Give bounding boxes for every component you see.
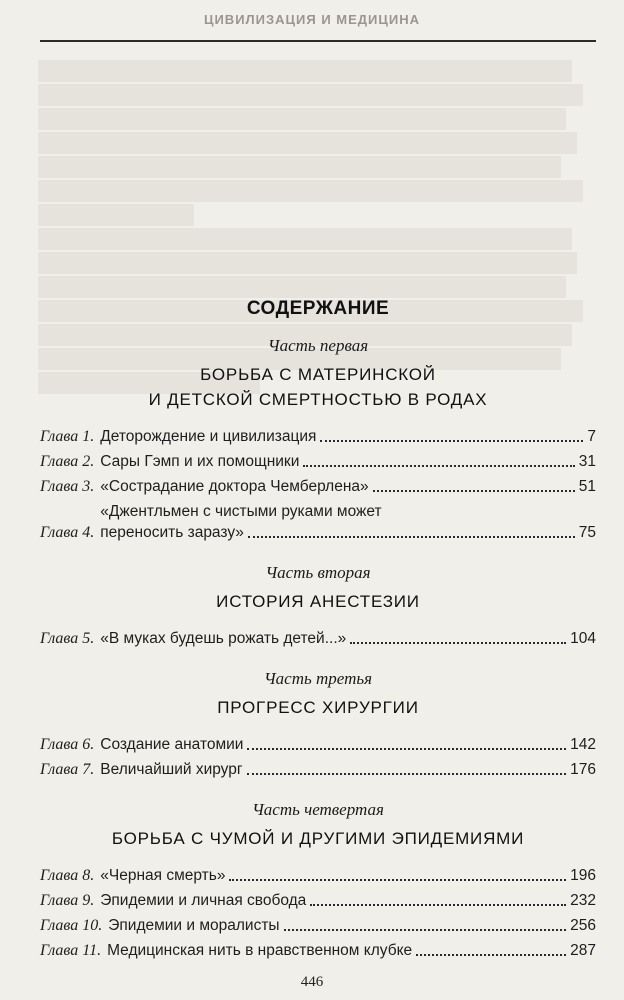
chapter-title: «Джентльмен с чистыми руками может bbox=[100, 503, 382, 520]
dot-leader bbox=[247, 773, 567, 775]
chapter-title: Эпидемии и личная свобода bbox=[100, 892, 307, 909]
chapter-label: Глава 5. bbox=[40, 630, 95, 647]
part-title bbox=[40, 589, 596, 614]
toc-entry[interactable] bbox=[40, 628, 596, 649]
chapter-page: 256 bbox=[570, 917, 596, 934]
chapter-label: Глава 3. bbox=[40, 478, 95, 495]
header-rule bbox=[40, 40, 596, 42]
part-title-line: ПРОГРЕСС ХИРУРГИИ bbox=[217, 698, 419, 717]
part-label: Часть четвертая bbox=[252, 800, 384, 819]
chapter-label: Глава 10. bbox=[40, 917, 103, 934]
part-label: Часть третья bbox=[263, 669, 373, 688]
chapter-title: Сары Гэмп и их помощники bbox=[100, 453, 300, 470]
chapter-title: «В муках будешь рожать детей...» bbox=[100, 630, 347, 647]
part-title-line: И ДЕТСКОЙ СМЕРТНОСТЬЮ В РОДАХ bbox=[148, 390, 488, 409]
part-label: Часть первая bbox=[267, 336, 369, 355]
chapter-title: «Черная смерть» bbox=[100, 867, 226, 884]
chapter-title: Величайший хирург bbox=[100, 761, 243, 778]
dot-leader bbox=[247, 748, 566, 750]
toc-entry[interactable] bbox=[40, 426, 596, 447]
chapter-title: Деторождение и цивилизация bbox=[100, 428, 317, 445]
chapter-label: Глава 1. bbox=[40, 428, 95, 445]
chapter-label: Глава 4. bbox=[40, 524, 95, 541]
dot-leader bbox=[229, 879, 566, 881]
chapter-page: 232 bbox=[570, 892, 596, 909]
dot-leader bbox=[350, 642, 566, 644]
toc-heading: СОДЕРЖАНИЕ bbox=[246, 298, 390, 319]
chapter-label: Глава 2. bbox=[40, 453, 95, 470]
chapter-label: Глава 11. bbox=[40, 942, 102, 959]
part-1 bbox=[40, 336, 596, 543]
page-number: 446 bbox=[300, 974, 324, 990]
dot-leader bbox=[320, 440, 583, 442]
part-3 bbox=[40, 669, 596, 780]
chapter-label: Глава 8. bbox=[40, 867, 95, 884]
chapter-page: 7 bbox=[587, 428, 596, 445]
chapter-label: Глава 7. bbox=[40, 761, 95, 778]
part-title bbox=[40, 826, 596, 851]
chapter-title-continued: переносить заразу» bbox=[100, 524, 244, 541]
toc-entry[interactable] bbox=[40, 890, 596, 911]
chapter-page: 51 bbox=[578, 478, 596, 495]
chapter-title: Медицинская нить в нравственном клубке bbox=[107, 942, 413, 959]
toc-entry[interactable] bbox=[40, 501, 596, 543]
toc-entry[interactable] bbox=[40, 734, 596, 755]
dot-leader bbox=[373, 490, 575, 492]
part-label: Часть вторая bbox=[265, 563, 371, 582]
chapter-label: Глава 6. bbox=[40, 736, 95, 753]
toc-entry[interactable] bbox=[40, 476, 596, 497]
running-head: ЦИВИЛИЗАЦИЯ И МЕДИЦИНА bbox=[203, 12, 421, 27]
part-title-line: ИСТОРИЯ АНЕСТЕЗИИ bbox=[216, 592, 420, 611]
dot-leader bbox=[284, 929, 567, 931]
part-2 bbox=[40, 563, 596, 649]
chapter-title: «Сострадание доктора Чемберлена» bbox=[100, 478, 369, 495]
chapter-label: Глава 9. bbox=[40, 892, 95, 909]
table-of-contents bbox=[40, 298, 596, 981]
toc-entry[interactable] bbox=[40, 865, 596, 886]
chapter-page: 196 bbox=[570, 867, 596, 884]
toc-entry[interactable] bbox=[40, 940, 596, 961]
chapter-page: 104 bbox=[570, 630, 596, 647]
dot-leader bbox=[310, 904, 566, 906]
dot-leader bbox=[248, 536, 575, 538]
chapter-page: 142 bbox=[570, 736, 596, 753]
toc-entry[interactable] bbox=[40, 451, 596, 472]
part-title bbox=[40, 362, 596, 412]
chapter-page: 176 bbox=[570, 761, 596, 778]
part-title bbox=[40, 695, 596, 720]
part-title-line: БОРЬБА С ЧУМОЙ И ДРУГИМИ ЭПИДЕМИЯМИ bbox=[111, 829, 525, 848]
chapter-page: 287 bbox=[570, 942, 596, 959]
chapter-page: 31 bbox=[578, 453, 596, 470]
dot-leader bbox=[416, 954, 566, 956]
toc-entry[interactable] bbox=[40, 759, 596, 780]
chapter-page: 75 bbox=[578, 524, 596, 541]
dot-leader bbox=[303, 465, 574, 467]
part-title-line: БОРЬБА С МАТЕРИНСКОЙ bbox=[200, 365, 436, 384]
part-4 bbox=[40, 800, 596, 961]
chapter-title: Создание анатомии bbox=[100, 736, 244, 753]
chapter-title: Эпидемии и моралисты bbox=[108, 917, 280, 934]
toc-entry[interactable] bbox=[40, 915, 596, 936]
